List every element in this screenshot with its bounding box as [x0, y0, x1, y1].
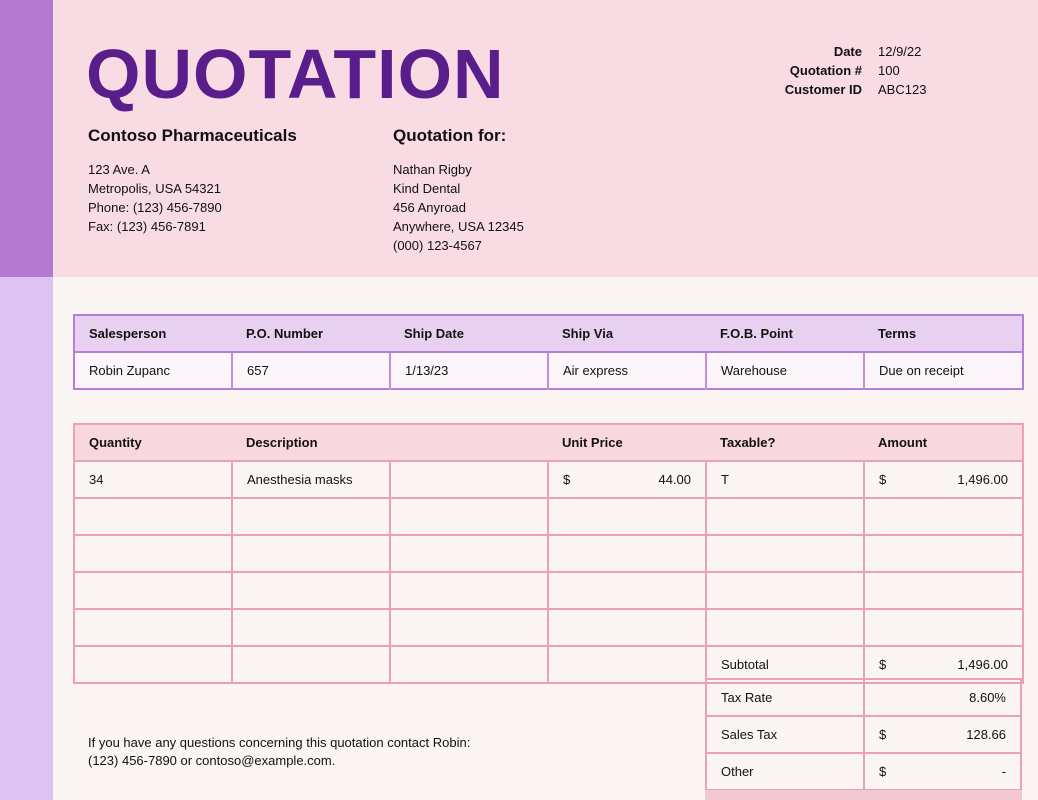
header-taxable: Taxable?	[706, 424, 864, 461]
amount-cell[interactable]	[864, 572, 1023, 609]
header-unit-price: Unit Price	[548, 424, 706, 461]
other-cell[interactable]	[864, 753, 1021, 790]
meta-labels	[722, 42, 862, 99]
company-address	[88, 160, 222, 236]
quantity-cell[interactable]	[74, 572, 232, 609]
quotation-number-label: Quotation #	[789, 63, 862, 78]
unit-price-cell[interactable]	[548, 461, 706, 498]
po-number-cell[interactable]: 657	[232, 352, 390, 389]
quotation-number-value[interactable]: 100	[878, 63, 900, 78]
sales-tax-value: 128.66	[966, 727, 1006, 742]
description-cell[interactable]	[232, 498, 390, 535]
quantity-cell[interactable]	[74, 646, 232, 683]
unit-price-value: 44.00	[658, 472, 692, 487]
table-row	[74, 609, 1023, 646]
unit-price-cell[interactable]	[548, 535, 706, 572]
quantity-cell[interactable]: 34	[74, 461, 232, 498]
shipping-header-row	[74, 315, 1023, 352]
tax-rate-label: Tax Rate	[706, 679, 864, 716]
client-street[interactable]: 456 Anyroad	[393, 200, 467, 215]
ship-via-cell[interactable]: Air express	[548, 352, 706, 389]
client-phone[interactable]: (000) 123-4567	[393, 238, 482, 253]
table-row	[74, 498, 1023, 535]
ship-date-cell[interactable]: 1/13/23	[390, 352, 548, 389]
date-label: Date	[833, 44, 862, 59]
description-cell[interactable]	[232, 535, 390, 572]
header-ship-via: Ship Via	[548, 315, 706, 352]
amount-cell[interactable]	[864, 461, 1023, 498]
fob-point-cell[interactable]: Warehouse	[706, 352, 864, 389]
subtotal-currency: $	[879, 657, 887, 672]
taxable-cell[interactable]	[706, 535, 864, 572]
company-name[interactable]: Contoso Pharmaceuticals	[88, 126, 297, 145]
client-city[interactable]: Anywhere, USA 12345	[393, 219, 524, 234]
other-value: -	[1001, 764, 1006, 779]
footer-line-2[interactable]: (123) 456-7890 or contoso@example.com.	[88, 753, 336, 768]
total-row-partial	[705, 790, 1022, 800]
description-cell[interactable]	[232, 609, 390, 646]
description-extra-cell[interactable]	[390, 646, 548, 683]
description-extra-cell[interactable]	[390, 461, 548, 498]
company-phone[interactable]: Phone: (123) 456-7890	[88, 200, 222, 215]
shipping-table	[73, 314, 1024, 390]
company-street[interactable]: 123 Ave. A	[88, 162, 150, 177]
header-fob-point: F.O.B. Point	[706, 315, 864, 352]
other-currency: $	[879, 764, 887, 779]
table-row	[74, 461, 1023, 498]
quantity-cell[interactable]	[74, 535, 232, 572]
client-company[interactable]: Kind Dental	[393, 181, 461, 196]
company-city[interactable]: Metropolis, USA 54321	[88, 181, 221, 196]
sales-tax-row	[706, 716, 1021, 753]
quantity-cell[interactable]	[74, 498, 232, 535]
totals-table	[705, 678, 1022, 791]
header-terms: Terms	[864, 315, 1023, 352]
sales-tax-label: Sales Tax	[706, 716, 864, 753]
unit-price-cell[interactable]	[548, 498, 706, 535]
amount-cell[interactable]	[864, 609, 1023, 646]
header-salesperson: Salesperson	[74, 315, 232, 352]
quantity-cell[interactable]	[74, 609, 232, 646]
subtotal-label: Subtotal	[706, 646, 864, 683]
unit-price-currency: $	[563, 472, 571, 487]
header-ship-date: Ship Date	[390, 315, 548, 352]
quotation-for-heading: Quotation for:	[393, 126, 507, 145]
date-value[interactable]: 12/9/22	[878, 44, 922, 59]
description-extra-cell[interactable]	[390, 535, 548, 572]
terms-cell[interactable]: Due on receipt	[864, 352, 1023, 389]
table-row	[74, 572, 1023, 609]
header-description: Description	[232, 424, 548, 461]
meta-values	[878, 42, 926, 99]
amount-cell[interactable]	[864, 498, 1023, 535]
customer-id-value[interactable]: ABC123	[878, 82, 927, 97]
taxable-cell[interactable]	[706, 498, 864, 535]
description-cell[interactable]: Anesthesia masks	[232, 461, 390, 498]
header-amount: Amount	[864, 424, 1023, 461]
header-po-number: P.O. Number	[232, 315, 390, 352]
unit-price-cell[interactable]	[548, 572, 706, 609]
company-fax[interactable]: Fax: (123) 456-7891	[88, 219, 206, 234]
document-title: QUOTATION	[86, 35, 505, 113]
description-extra-cell[interactable]	[390, 609, 548, 646]
customer-id-label: Customer ID	[784, 82, 862, 97]
client-address	[393, 160, 524, 255]
footer-line-1[interactable]: If you have any questions concerning this quotation contact Robin:	[88, 735, 471, 750]
sales-tax-cell[interactable]	[864, 716, 1021, 753]
description-extra-cell[interactable]	[390, 572, 548, 609]
unit-price-cell[interactable]	[548, 646, 706, 683]
subtotal-value: 1,496.00	[957, 657, 1009, 672]
taxable-cell[interactable]	[706, 609, 864, 646]
tax-rate-value[interactable]: 8.60%	[864, 679, 1021, 716]
items-table	[73, 423, 1024, 684]
table-row	[74, 535, 1023, 572]
shipping-values-row	[74, 352, 1023, 389]
amount-currency: $	[879, 472, 887, 487]
description-extra-cell[interactable]	[390, 498, 548, 535]
other-label: Other	[706, 753, 864, 790]
items-header-row	[74, 424, 1023, 461]
accent-bar-top	[0, 0, 53, 277]
client-name[interactable]: Nathan Rigby	[393, 162, 472, 177]
amount-value: 1,496.00	[957, 472, 1009, 487]
sales-tax-currency: $	[879, 727, 887, 742]
salesperson-cell[interactable]: Robin Zupanc	[74, 352, 232, 389]
description-cell[interactable]	[232, 646, 390, 683]
header-quantity: Quantity	[74, 424, 232, 461]
tax-rate-row	[706, 679, 1021, 716]
other-row	[706, 753, 1021, 790]
accent-bar-bottom	[0, 277, 53, 800]
description-cell[interactable]	[232, 572, 390, 609]
amount-cell[interactable]	[864, 535, 1023, 572]
unit-price-cell[interactable]	[548, 609, 706, 646]
footer-note	[88, 734, 470, 770]
taxable-cell[interactable]: T	[706, 461, 864, 498]
taxable-cell[interactable]	[706, 572, 864, 609]
